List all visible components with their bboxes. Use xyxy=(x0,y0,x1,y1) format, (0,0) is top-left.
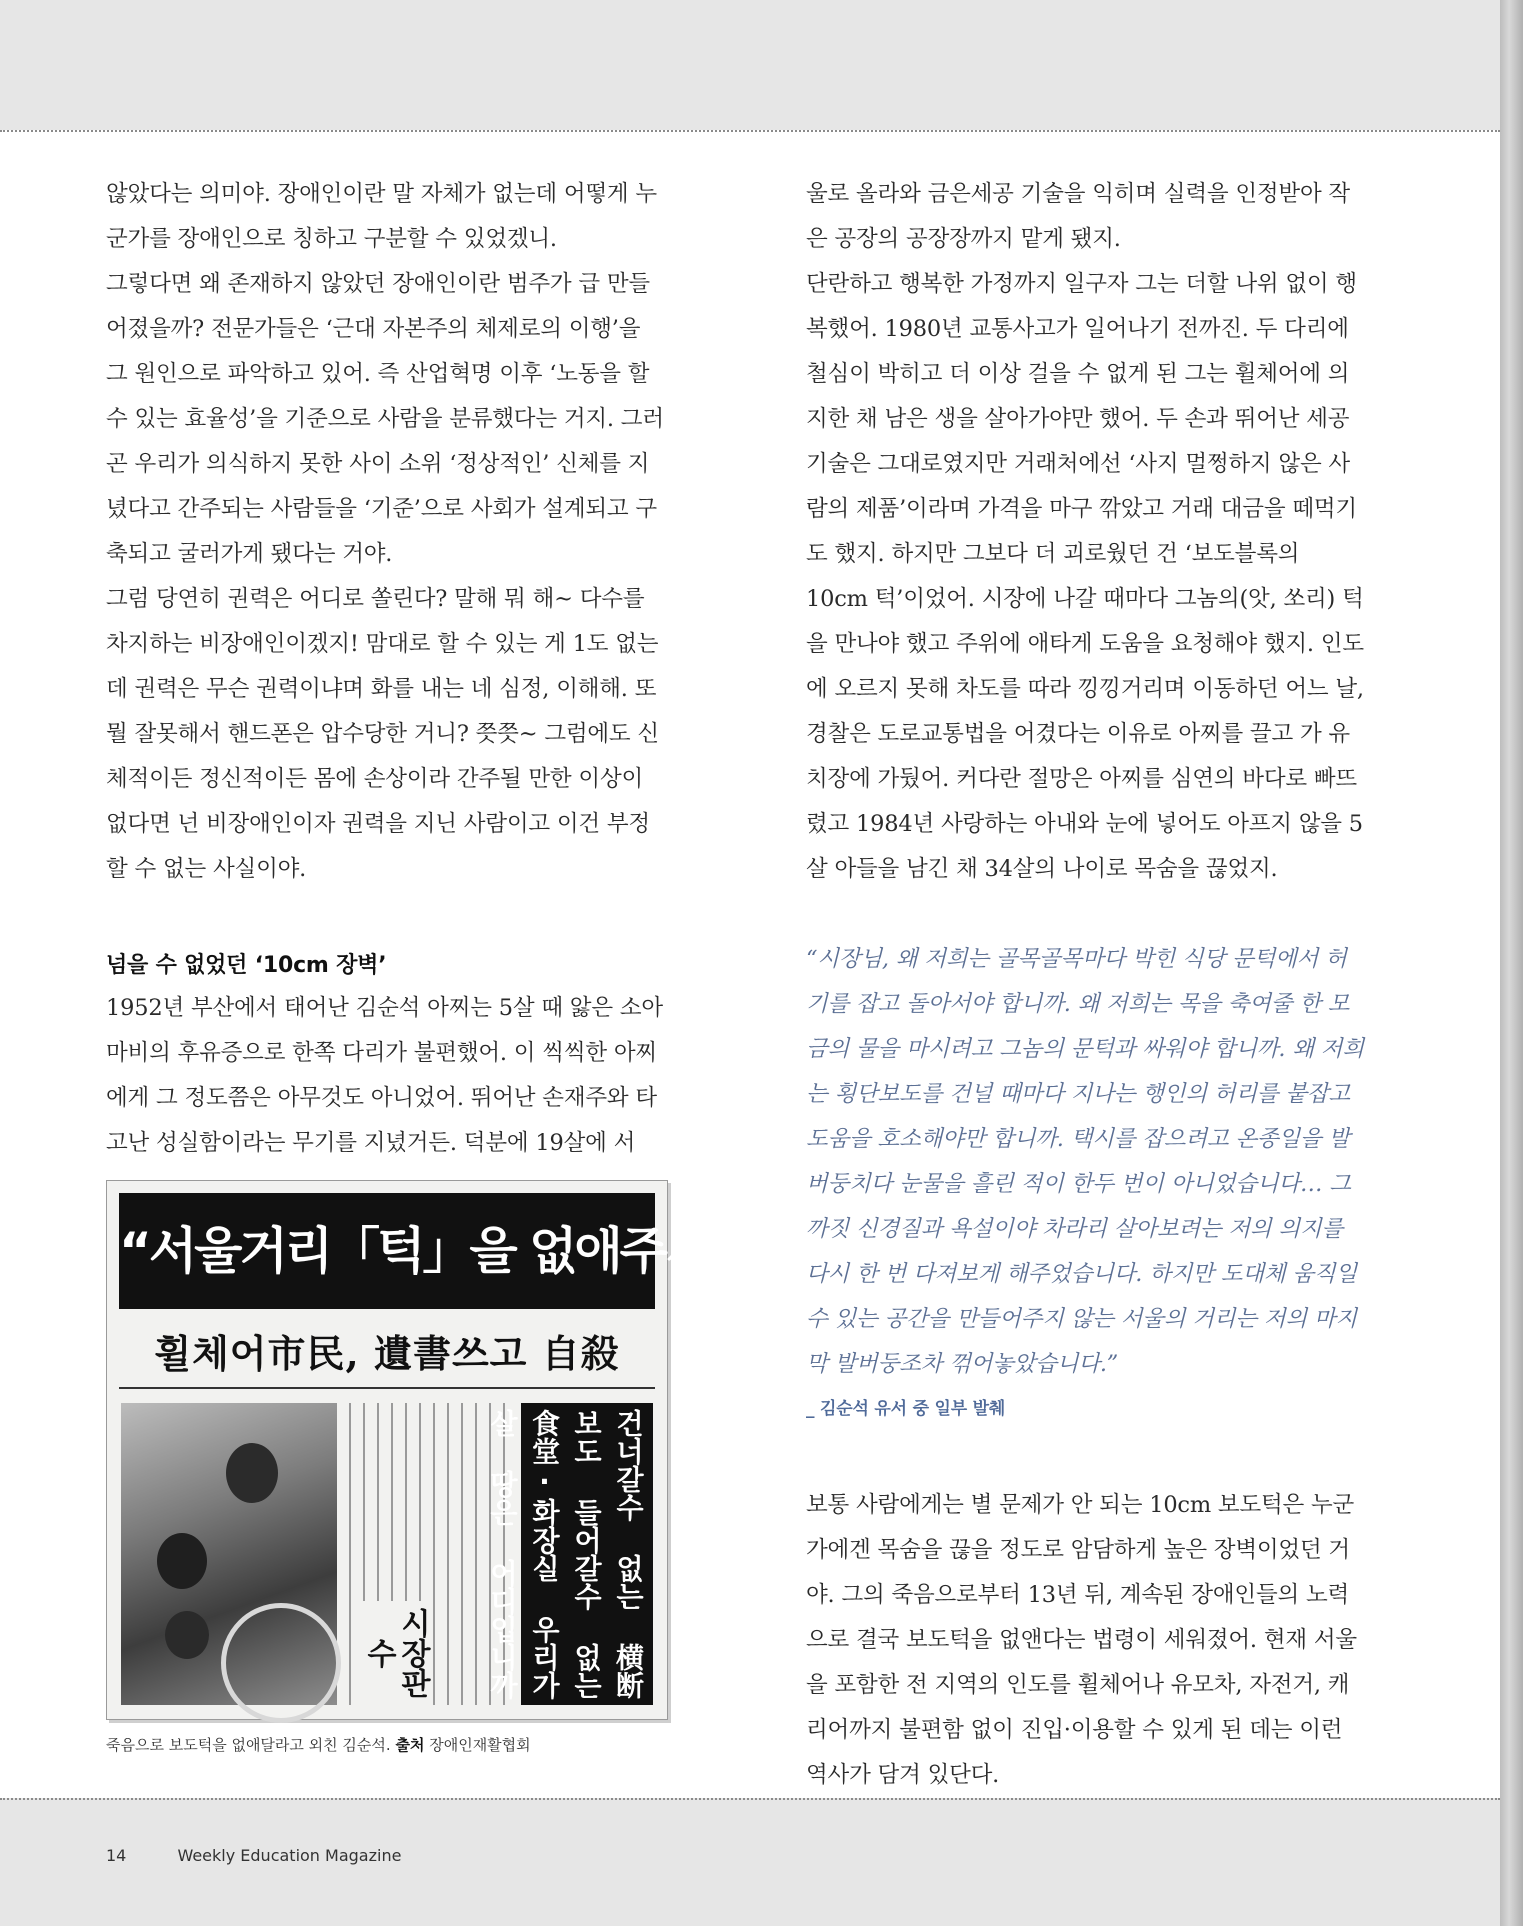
photo-figure xyxy=(226,1443,278,1503)
bottom-dotted-rule xyxy=(0,1798,1500,1800)
magazine-title: Weekly Education Magazine xyxy=(177,1846,402,1865)
quote-source: _ 김순석 유서 중 일부 발췌 xyxy=(806,1399,1006,1419)
body-paragraph: 보통 사람에게는 별 문제가 안 되는 10cm 보도턱은 누군가에겐 목숨을 끊을 정도로 암담하게 높은 장벽이었던 거야. 그의 죽음으로부터 13년 뒤, 계속된 장애인들의 노력으로 결국 보도턱을 없앤다는 법령이 세워졌어. 현재 서울을 포함한 전 지역의 인도를 휠체어나 유모차, 자전거, 캐리어까지 불편함 없이 진입·이용할 수 있게 된 데는 이런 역사가 담겨 있단다. xyxy=(806,1492,1357,1788)
body-paragraph: 그럼 당연히 권력은 어디로 쏠린다? 말해 뭐 해~ 다수를 차지하는 비장애인이겠지! 맘대로 할 수 있는 게 1도 없는데 권력은 무슨 권력이냐며 화를 내는 네 심정, 이해해. 또 뭘 잘못해서 핸드폰은 압수당한 거니? 쯧쯧~ 그럼에도 신체적이든 정신적이든 몸에 손상이라 간주될 만한 이상이 없다면 넌 비장애인이자 권력을 지닌 사람이고 이건 부정할 수 없는 사실이야. xyxy=(106,586,659,882)
clipping-photo xyxy=(121,1403,337,1705)
clipping-headline: “서울거리「턱」을 없애주시오” xyxy=(119,1193,655,1309)
photo-figure xyxy=(165,1611,209,1659)
page-footer xyxy=(106,1846,401,1865)
left-column xyxy=(106,172,666,1166)
figure-caption-text: 죽음으로 보도턱을 없애달라고 외친 김순석. xyxy=(106,1736,391,1754)
photo-figure xyxy=(157,1533,207,1589)
body-paragraph: 1952년 부산에서 태어난 김순석 아찌는 5살 때 앓은 소아마비의 후유증으로 한쪽 다리가 불편했어. 이 씩씩한 아찌에게 그 정도쯤은 아무것도 아니었어. 뛰어난 손재주와 타고난 성실함이라는 무기를 지녔거든. 덕분에 19살에 서 xyxy=(106,995,663,1156)
clipping-photo-caption: 시장판수 xyxy=(359,1601,429,1705)
wheelchair-wheel xyxy=(221,1603,341,1723)
top-dotted-rule xyxy=(0,130,1500,132)
body-paragraph: 울로 올라와 금은세공 기술을 익히며 실력을 인정받아 작은 공장의 공장장까지 맡게 됐지. xyxy=(806,181,1350,252)
body-paragraph: 않았다는 의미야. 장애인이란 말 자체가 없는데 어떻게 누군가를 장애인으로 칭하고 구분할 수 있었겠니. xyxy=(106,181,657,252)
right-column xyxy=(806,172,1366,1798)
newspaper-clipping-image xyxy=(106,1180,786,1720)
body-paragraph: 단란하고 행복한 가정까지 일구자 그는 더할 나위 없이 행복했어. 1980년 교통사고가 일어나기 전까진. 두 다리에 철심이 박히고 더 이상 걸을 수 없게 된 그는 휠체어에 의지한 채 남은 생을 살아가야만 했어. 두 손과 뛰어난 세공 기술은 그대로였지만 거래처에선 ‘사지 멀쩡하지 않은 사람의 제품’이라며 가격을 마구 깎았고 거래 대금을 떼먹기도 했지. 하지만 그보다 더 괴로웠던 건 ‘보도블록의 10cm 턱’이었어. 시장에 나갈 때마다 그놈의(앗, 쏘리) 턱을 만나야 했고 주위에 애타게 도움을 요청해야 했지. 인도에 오르지 못해 차도를 따라 낑낑거리며 이동하던 어느 날, 경찰은 도로교통법을 어겼다는 이유로 아찌를 끌고 가 유치장에 가뒀어. 커다란 절망은 아찌를 심연의 바다로 빠뜨렸고 1984년 사랑하는 아내와 눈에 넣어도 아프지 않을 5살 아들을 남긴 채 34살의 나이로 목숨을 끊었지. xyxy=(806,271,1364,882)
clipping-subheadline: 휠체어市民, 遺書쓰고 自殺 xyxy=(119,1321,655,1389)
clipping-vertical-headline: 건너갈수 없는 横断보도 들어갈수 없는 食堂·화장실 우리가 살 땅은 어디입니까 xyxy=(521,1403,653,1705)
figure-caption xyxy=(106,1734,666,1755)
figure-caption-source: 장애인재활협회 xyxy=(429,1736,531,1754)
top-margin-band xyxy=(0,0,1500,130)
section-heading: 넘을 수 없었던 ‘10cm 장벽’ xyxy=(106,953,387,978)
figure-caption-source-label: 출처 xyxy=(395,1736,425,1754)
suicide-note-quote: “시장님, 왜 저희는 골목골목마다 박힌 식당 문턱에서 허기를 잡고 돌아서야 합니까. 왜 저희는 목을 축여줄 한 모금의 물을 마시려고 그놈의 문턱과 싸워야 합니까. 왜 저희는 횡단보도를 건널 때마다 지나는 행인의 허리를 붙잡고 도움을 호소해야만 합니까. 택시를 잡으려고 온종일을 발버둥치다 눈물을 흘린 적이 한두 번이 아니었습니다… 그까짓 신경질과 욕설이야 차라리 살아보려는 저의 의지를 다시 한 번 다져보게 해주었습니다. 하지만 도대체 움직일 수 있는 공간을 만들어주지 않는 서울의 거리는 저의 마지막 발버둥조차 꺾어놓았습니다.” xyxy=(806,946,1364,1377)
page-edge-shadow xyxy=(1500,0,1523,1926)
body-paragraph: 그렇다면 왜 존재하지 않았던 장애인이란 범주가 급 만들어졌을까? 전문가들은 ‘근대 자본주의 체제로의 이행’을 그 원인으로 파악하고 있어. 즉 산업혁명 이후 ‘노동을 할 수 있는 효율성’을 기준으로 사람을 분류했다는 거지. 그러곤 우리가 의식하지 못한 사이 소위 ‘정상적인’ 신체를 지녔다고 간주되는 사람들을 ‘기준’으로 사회가 설계되고 구축되고 굴러가게 됐다는 거야. xyxy=(106,271,664,567)
page-number: 14 xyxy=(106,1846,127,1865)
